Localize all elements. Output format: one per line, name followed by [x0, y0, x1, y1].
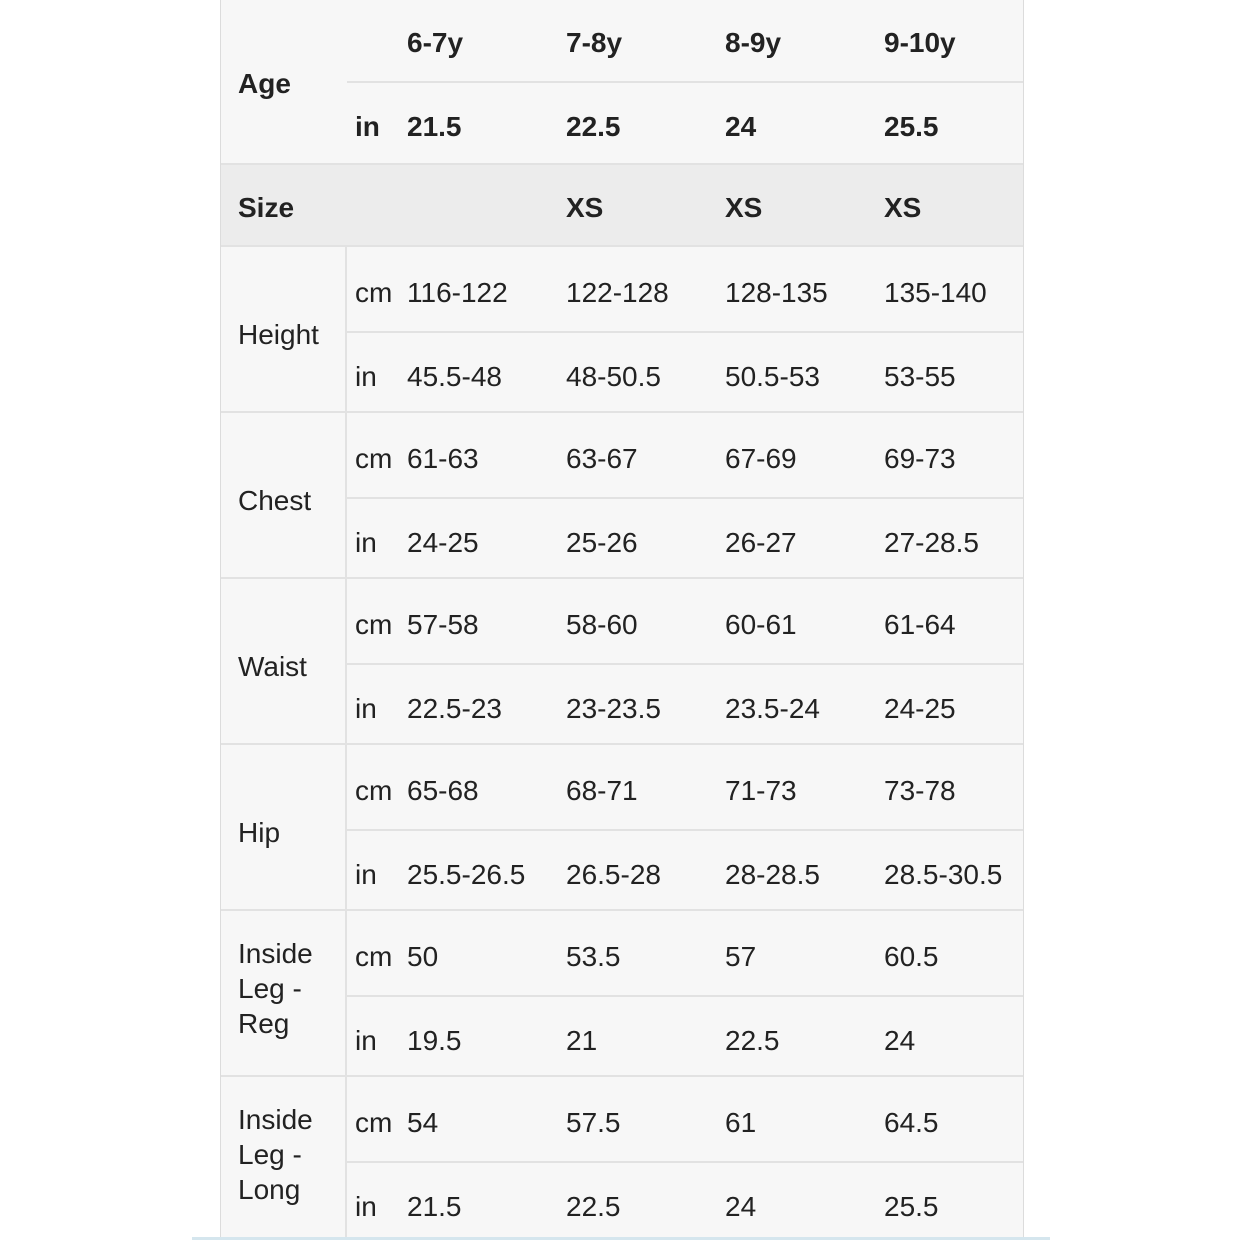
measurement-cell: 22.5	[566, 1191, 621, 1222]
measurement-cell: 61-63	[407, 443, 479, 474]
size-label: Size	[238, 192, 295, 223]
measurement-cell: 60.5	[884, 941, 939, 972]
measurement-cell: 54	[407, 1107, 439, 1138]
measurement-cell: 61-64	[884, 609, 956, 640]
age-column-header: 8-9y	[725, 27, 782, 58]
inside-leg-reg-measurement-block	[221, 909, 1023, 1077]
unit-label: in	[355, 111, 380, 142]
unit-label: in	[355, 693, 377, 724]
divider	[345, 1077, 347, 1240]
measurement-cell: 57-58	[407, 609, 479, 640]
measurement-cell: 23-23.5	[566, 693, 661, 724]
measurement-cell: 21	[566, 1025, 598, 1056]
unit-label: cm	[355, 775, 393, 806]
unit-label: in	[355, 527, 377, 558]
unit-label: in	[355, 1191, 377, 1222]
divider	[347, 497, 1023, 499]
measurement-cell: 45.5-48	[407, 361, 502, 392]
measurement-cell: 128-135	[725, 277, 828, 308]
measurement-cell: 116-122	[407, 277, 508, 308]
measurement-label: Hip	[238, 817, 281, 848]
measurement-cell: 22.5-23	[407, 693, 502, 724]
measurement-cell: 57	[725, 941, 757, 972]
divider	[345, 911, 347, 1077]
age-label: Age	[238, 68, 291, 99]
measurement-cell: 24	[725, 1191, 757, 1222]
measurement-cell: 25-26	[566, 527, 638, 558]
divider	[347, 995, 1023, 997]
divider	[347, 81, 1023, 83]
hip-measurement-block	[221, 743, 1023, 911]
measurement-cell: 68-71	[566, 775, 638, 806]
measurement-label-line: Inside	[238, 938, 313, 969]
bottom-border-bar	[192, 1237, 1050, 1240]
measurement-cell: 71-73	[725, 775, 797, 806]
measurement-cell: 27-28.5	[884, 527, 979, 558]
measurement-cell: 135-140	[884, 277, 987, 308]
measurement-cell: 26-27	[725, 527, 797, 558]
measurement-cell: 63-67	[566, 443, 638, 474]
measurement-cell: 60-61	[725, 609, 797, 640]
measurement-cell: 48-50.5	[566, 361, 661, 392]
divider	[347, 1161, 1023, 1163]
chest-measurement-block	[221, 411, 1023, 579]
size-chart-table	[220, 0, 1024, 1238]
measurement-cell: 24-25	[884, 693, 956, 724]
measurement-cell: 73-78	[884, 775, 956, 806]
measurement-label-line: Long	[238, 1174, 301, 1205]
size-value-cell: XS	[566, 192, 604, 223]
unit-label: cm	[355, 1107, 393, 1138]
unit-label: in	[355, 1025, 377, 1056]
measurement-cell: 26.5-28	[566, 859, 661, 890]
age-value-cell: 24	[725, 111, 757, 142]
unit-label: cm	[355, 609, 393, 640]
measurement-cell: 57.5	[566, 1107, 621, 1138]
measurement-cell: 61	[725, 1107, 757, 1138]
measurement-cell: 25.5-26.5	[407, 859, 526, 890]
unit-label: in	[355, 361, 377, 392]
height-measurement-block	[221, 245, 1023, 413]
measurement-cell: 28-28.5	[725, 859, 820, 890]
measurement-label: Height	[238, 319, 319, 350]
measurement-cell: 24-25	[407, 527, 479, 558]
measurement-cell: 67-69	[725, 443, 797, 474]
measurement-cell: 58-60	[566, 609, 638, 640]
measurement-cell: 22.5	[725, 1025, 780, 1056]
age-column-header: 6-7y	[407, 27, 464, 58]
divider	[345, 579, 347, 745]
measurement-label-line: Leg -	[238, 973, 302, 1004]
measurement-cell: 64.5	[884, 1107, 939, 1138]
divider	[347, 829, 1023, 831]
age-column-header: 9-10y	[884, 27, 956, 58]
divider	[347, 331, 1023, 333]
divider	[347, 663, 1023, 665]
measurement-cell: 28.5-30.5	[884, 859, 1003, 890]
measurement-label-line: Leg -	[238, 1139, 302, 1170]
unit-label: in	[355, 859, 377, 890]
age-value-cell: 21.5	[407, 111, 462, 142]
measurement-cell: 19.5	[407, 1025, 462, 1056]
measurement-label-line: Reg	[238, 1008, 290, 1039]
measurement-cell: 25.5	[884, 1191, 939, 1222]
inside-leg-long-measurement-block	[221, 1075, 1023, 1240]
measurement-label	[238, 1102, 313, 1207]
unit-label: cm	[355, 941, 393, 972]
measurement-label	[238, 936, 313, 1041]
size-value-cell: XS	[725, 192, 763, 223]
measurement-cell: 65-68	[407, 775, 479, 806]
measurement-label: Chest	[238, 485, 312, 516]
measurement-label: Waist	[238, 651, 307, 682]
waist-measurement-block	[221, 577, 1023, 745]
divider	[345, 247, 347, 413]
unit-label: cm	[355, 277, 393, 308]
unit-label: cm	[355, 443, 393, 474]
measurement-label-line: Inside	[238, 1104, 313, 1135]
divider	[345, 413, 347, 579]
measurement-cell: 50.5-53	[725, 361, 820, 392]
measurement-cell: 24	[884, 1025, 916, 1056]
measurement-cell: 53.5	[566, 941, 621, 972]
measurement-cell: 23.5-24	[725, 693, 820, 724]
size-row	[221, 163, 1023, 247]
measurement-cell: 122-128	[566, 277, 669, 308]
age-value-cell: 25.5	[884, 111, 939, 142]
age-value-cell: 22.5	[566, 111, 621, 142]
measurement-cell: 21.5	[407, 1191, 462, 1222]
size-value-cell: XS	[884, 192, 922, 223]
measurement-cell: 69-73	[884, 443, 956, 474]
measurement-cell: 50	[407, 941, 439, 972]
divider	[345, 745, 347, 911]
measurement-cell: 53-55	[884, 361, 956, 392]
age-header-row	[221, 0, 1023, 163]
age-column-header: 7-8y	[566, 27, 623, 58]
